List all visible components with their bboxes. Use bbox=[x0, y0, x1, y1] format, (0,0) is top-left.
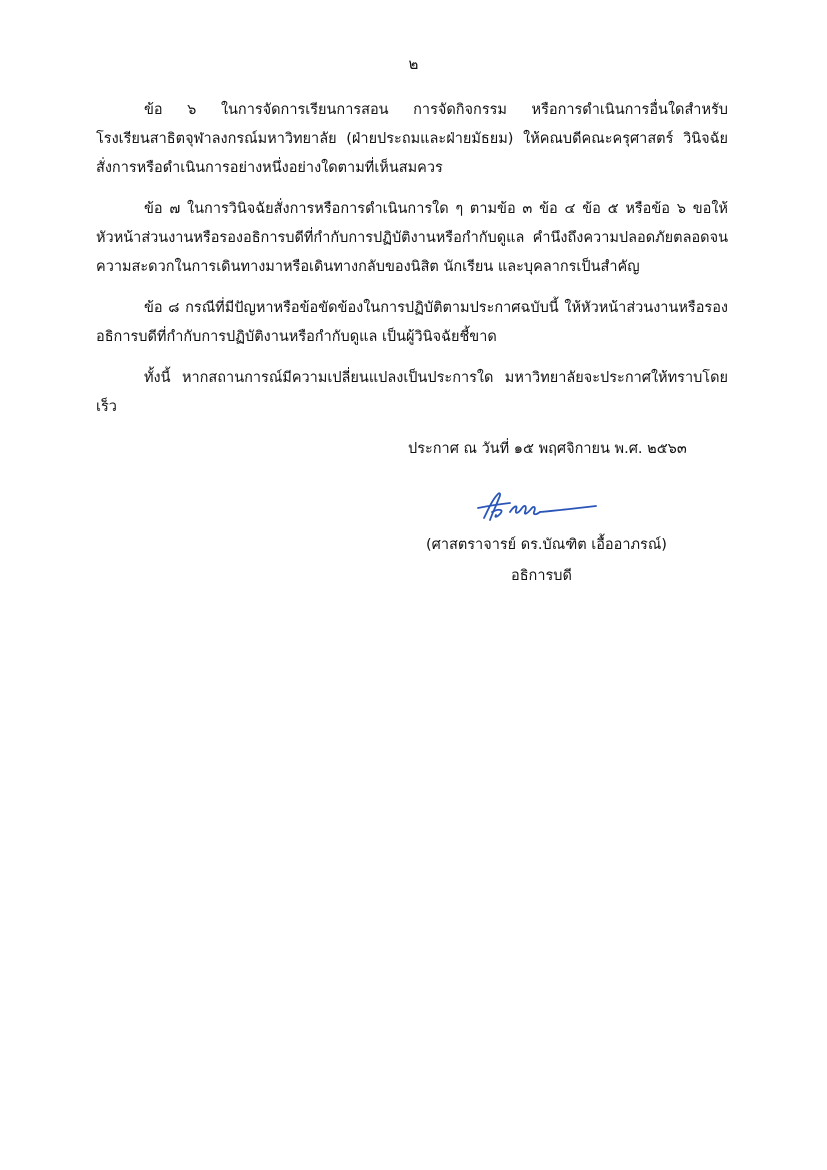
paragraph-clause-6: ข้อ ๖ ในการจัดการเรียนการสอน การจัดกิจกรรม หรือการดำเนินการอื่นใดสำหรับโรงเรียนสาธิตจุฬาลงกรณ์มหาวิทยาลัย (ฝ่ายประถมและฝ่ายมัธยม) ให้คณบดีคณะครุศาสตร์ วินิจฉัยสั่งการหรือดำเนินการอย่างหนึ่งอย่างใดตามที่เห็นสมควร bbox=[96, 102, 728, 176]
announcement-date: ประกาศ ณ วันที่ ๑๕ พฤศจิกายน พ.ศ. ๒๕๖๓ bbox=[408, 441, 687, 457]
paragraph-closing: ทั้งนี้ หากสถานการณ์มีความเปลี่ยนแปลงเป็นประการใด มหาวิทยาลัยจะประกาศให้ทราบโดยเร็ว bbox=[96, 370, 728, 415]
signature-icon bbox=[470, 488, 610, 528]
paragraph-clause-8: ข้อ ๘ กรณีที่มีปัญหาหรือข้อขัดข้องในการปฏิบัติตามประกาศฉบับนี้ ให้หัวหน้าส่วนงานหรือรองอธิการบดีที่กำกับการปฏิบัติงานหรือกำกับดูแล เป็นผู้วินิจฉัยชี้ขาด bbox=[96, 300, 728, 345]
signer-title: อธิการบดี bbox=[511, 568, 572, 584]
paragraph-clause-7: ข้อ ๗ ในการวินิจฉัยสั่งการหรือการดำเนินการใด ๆ ตามข้อ ๓ ข้อ ๔ ข้อ ๕ หรือข้อ ๖ ขอให้หัวหน้าส่วนงานหรือรองอธิการบดีที่กำกับการปฏิบัติงานหรือกำกับดูแล คำนึงถึงความปลอดภัยตลอดจนความสะดวกในการเดินทางมาหรือเดินทางกลับของนิสิต นักเรียน และบุคลากรเป็นสำคัญ bbox=[96, 201, 728, 275]
signer-name: (ศาสตราจารย์ ดร.บัณฑิต เอื้ออาภรณ์) bbox=[426, 537, 667, 553]
page-number: ๒ bbox=[408, 55, 419, 73]
document-body bbox=[96, 96, 728, 422]
